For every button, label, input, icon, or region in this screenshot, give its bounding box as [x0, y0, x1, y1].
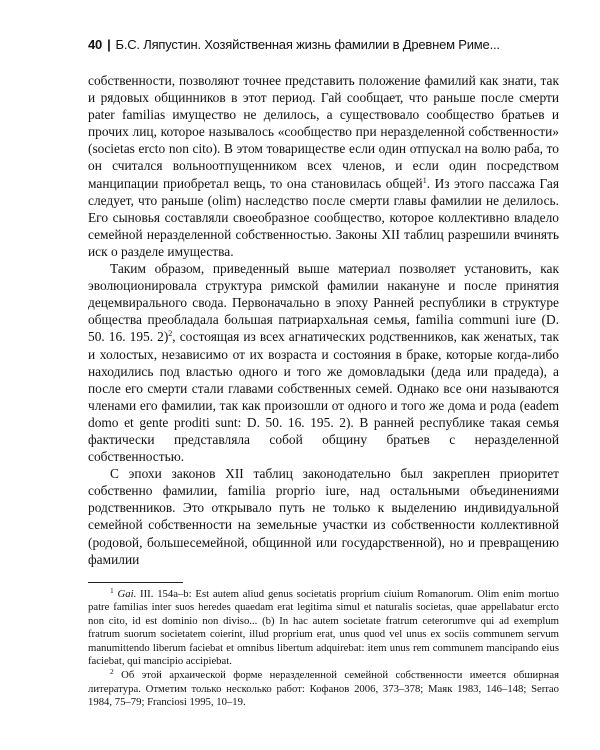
running-title: Б.С. Ляпустин. Хозяйственная жизнь фамилии в Древнем Риме...	[115, 37, 500, 52]
footnote-1-mark: 1	[110, 586, 114, 595]
paragraph-1-part-2: . Из этого пассажа Гая следует, что раньше (olim) наследство после смерти главы фамилии не делилось. Его сыновья составляли своеобразное сообщество, которое коллективно владело семейной неразделенной собственностью. Законы XII таблиц разрешили вчинять иск о разделе имущества.	[88, 175, 559, 259]
paragraph-2	[88, 260, 559, 465]
header-separator: |	[107, 37, 111, 52]
paragraph-1	[88, 72, 559, 260]
footnotes	[88, 588, 559, 710]
page-number: 40	[88, 37, 103, 52]
footnote-divider	[88, 582, 183, 583]
running-header	[88, 37, 558, 52]
footnote-1-source: Gai.	[117, 588, 137, 600]
footnote-2	[88, 669, 559, 709]
main-text	[88, 72, 559, 568]
paragraph-1-part-1: собственности, позволяют точнее представить положение фамилий как знати, так и рядовых общинников в этот период. Гай сообщает, что раньше после смерти pater familias имущество не делилось, а существовало сообщество братьев и прочих лиц, которое называлось «сообщество при неразделенной собственности» (societas ercto non cito). В этом товариществе если один отпускал на волю раба, то он считался вольноотпущенником всех членов, и если один посредством манципации приобретал вещь, то она становилась общей	[88, 73, 559, 191]
footnote-ref-2: 2	[168, 329, 173, 339]
footnote-2-mark: 2	[110, 667, 114, 677]
footnote-2-text: Об этой архаической форме неразделенной семейной собственности имеется обширная литература. Отметим только несколько работ: Кофанов 2006, 373–378; Маяк 1983, 146–148; Serrao 1984, 75–79; Franciosi 1995, 10–19.	[88, 669, 559, 709]
paragraph-2-part-1: Таким образом, приведенный выше материал позволяет установить, как эволюционировала структура римской фамилии накануне и после принятия децемвирального свода. Первоначально в эпоху Ранней республики в структуре общества преобладала большая патриархальная семья, familia communi iure (D. 50. 16. 195. 2)	[88, 261, 559, 345]
footnote-1	[88, 588, 559, 668]
paragraph-3: С эпохи законов XII таблиц законодательно был закреплен приоритет собственно фамилии, familia proprio iure, над остальными объединениями родственников. Это открывало путь не только к выделению индивидуальной семейной собственности на земельные участки из собственности коллективной (родовой, большесемейной, общинной или государственной), но и превращению фамилии	[88, 466, 559, 567]
paragraph-2-part-2: , состоящая из всех агнатических родственников, как женатых, так и холостых, независимо от их возраста и состояния в браке, которые когда-либо находились под властью одного и того же домовладыки (деда или прадеда), а после его смерти стали главами собственных семей. Однако все они называются членами его фамилии, так как произошли от одного и того же дома и рода (eadem domo et gente proditi sunt: D. 50. 16. 195. 2). В ранней республике такая семья фактически представляла собой общину братьев с неразделенной собственностью.	[88, 329, 559, 465]
footnote-1-text: III. 154a–b: Est autem aliud genus societatis proprium ciuium Romanorum. Olim enim mortuo patre familias inter suos heredes quaedam erat legitima simul et naturalis societas, quae appellabatur ercto non cito, id est dominio non diviso... (b) In hac autem societate fratrum ceterorumve qui ad exemplum fratrum suorum societatem coierint, illud proprium erat, unus quod vel unus ex sociis communem servum manumittendo liberum faciebat et omnibus libertum adquirebat: item unus rem communem mancipando eius faciebat, qui mancipio accipiebat.	[88, 588, 559, 668]
footnote-ref-1: 1	[422, 175, 427, 185]
